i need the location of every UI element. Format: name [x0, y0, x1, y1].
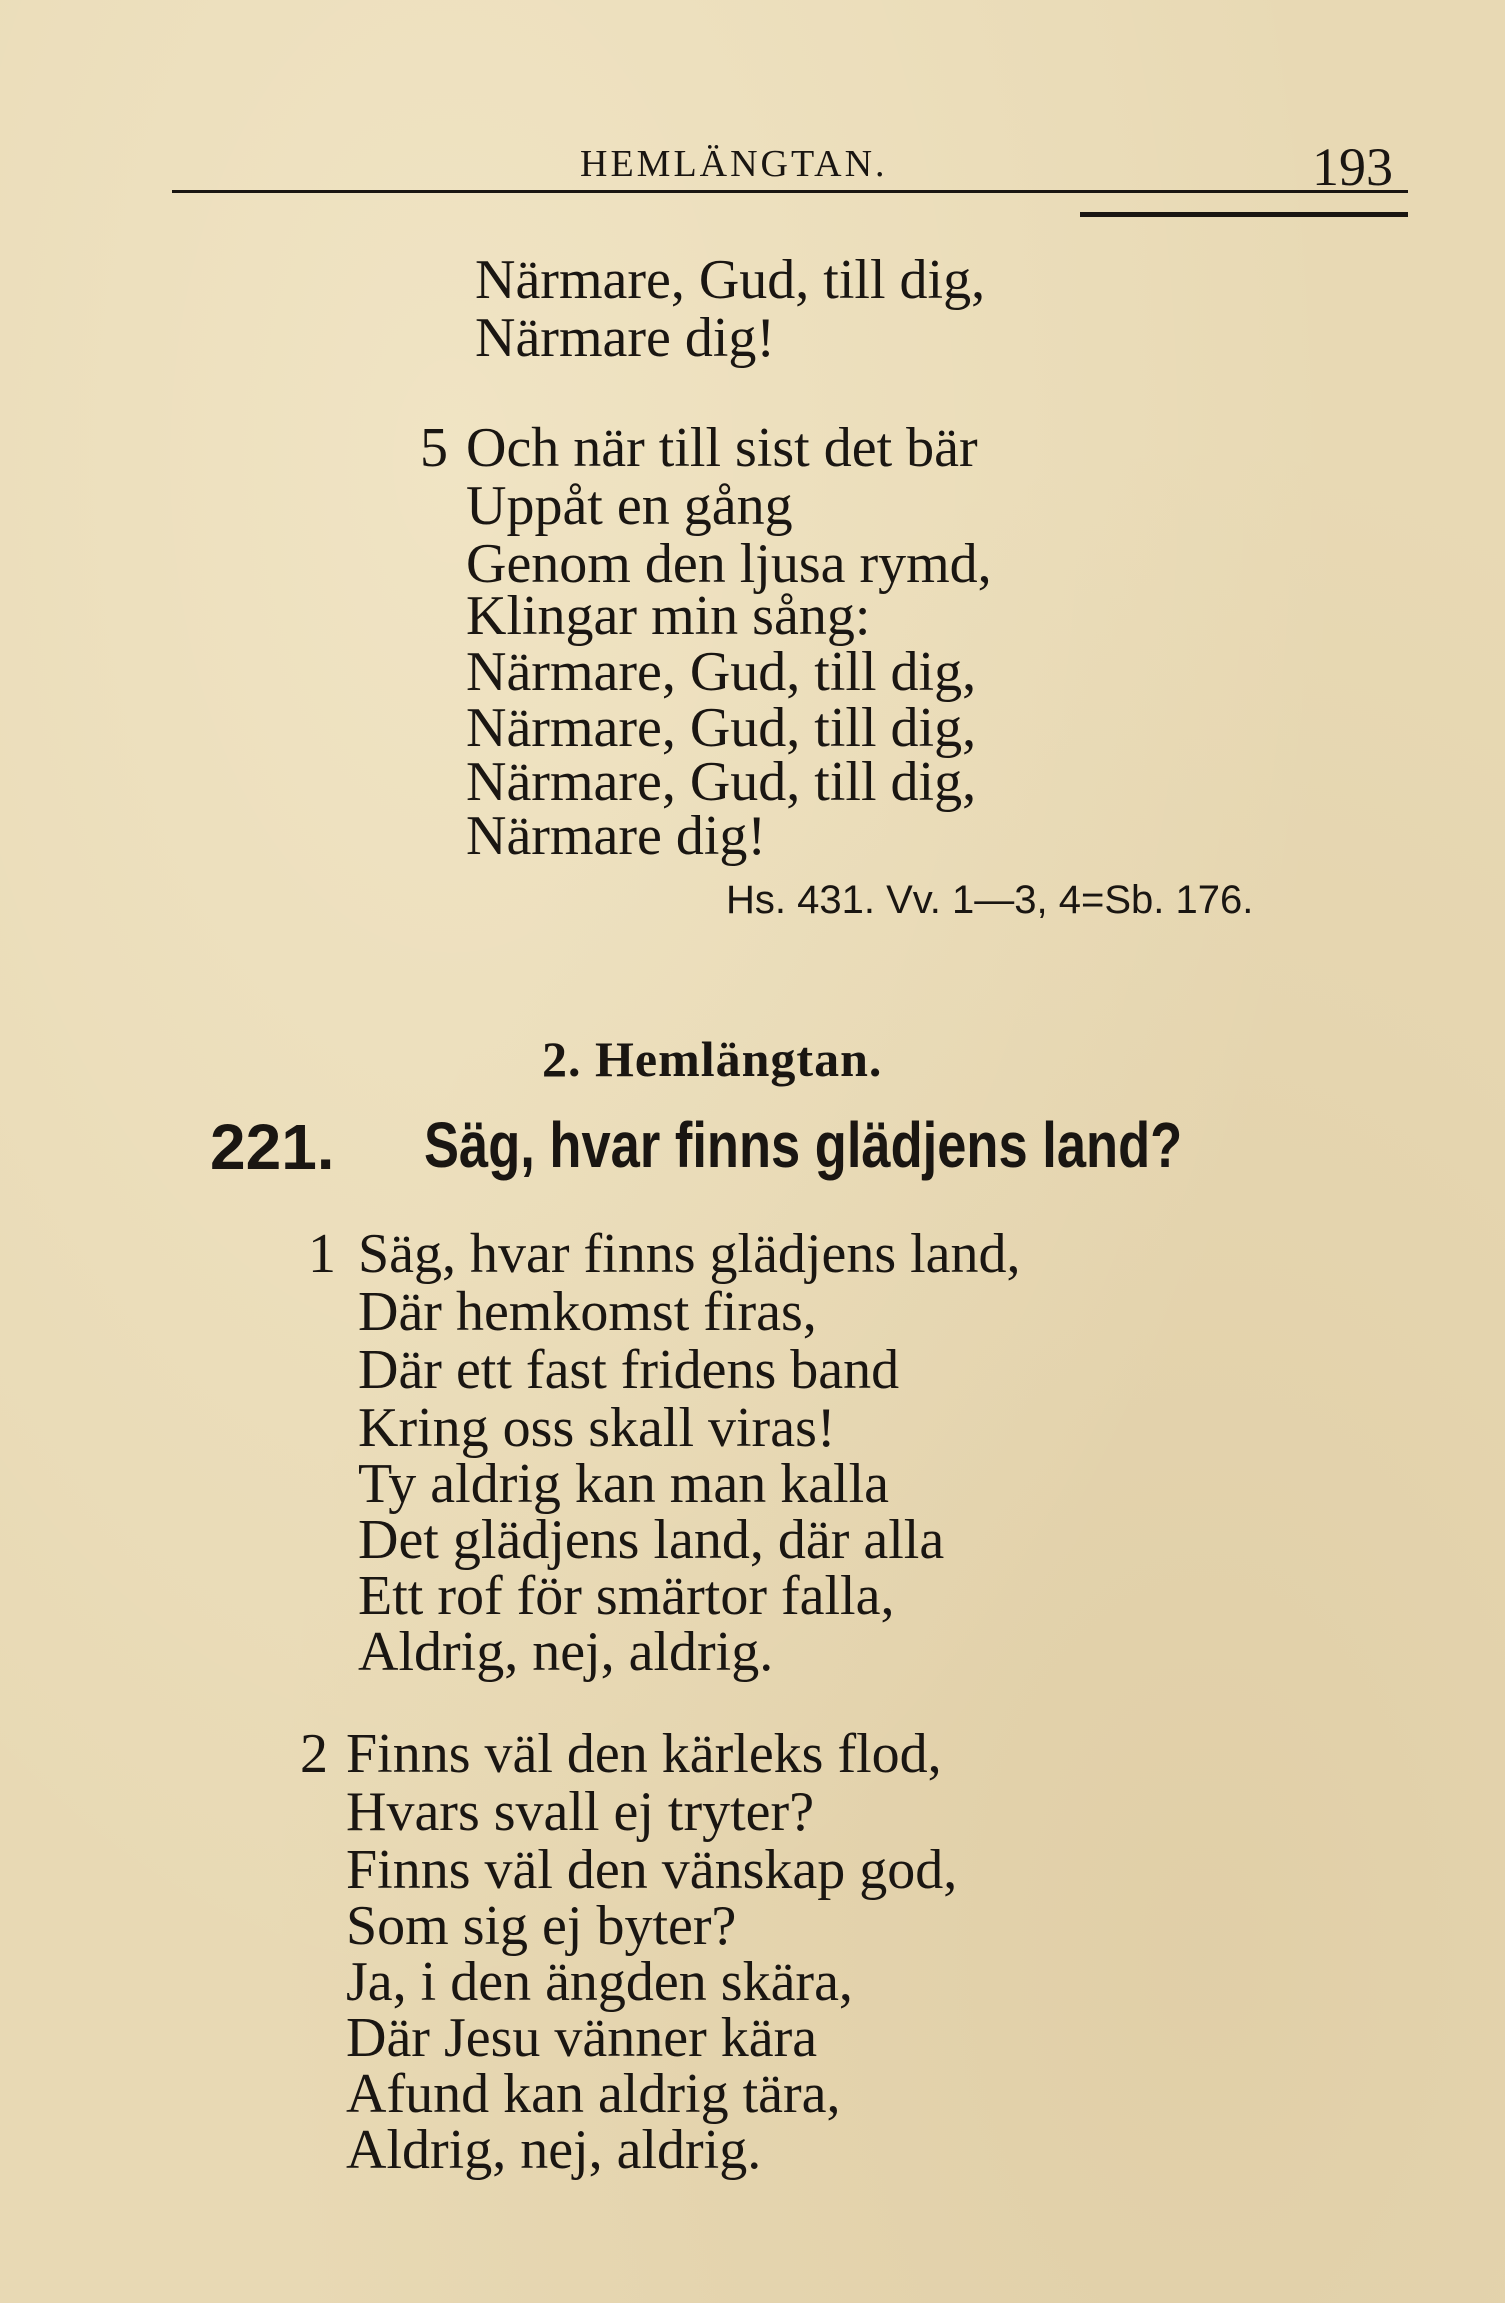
- verse-line: Närmare dig!: [466, 805, 767, 867]
- header-rule-thick: [1080, 212, 1408, 217]
- page-number: 193: [1312, 137, 1393, 197]
- previous-verse-line: Närmare dig!: [475, 307, 776, 369]
- verse-line: Genom den ljusa rymd,: [466, 533, 992, 595]
- verse-line: Närmare, Gud, till dig,: [466, 697, 977, 759]
- verse-line: Närmare, Gud, till dig,: [466, 751, 977, 813]
- section-heading: 2. Hemlängtan.: [542, 1031, 883, 1087]
- verse-line: Ty aldrig kan man kalla: [358, 1453, 890, 1515]
- hymn-title: Säg, hvar finns glädjens land?: [424, 1109, 1183, 1181]
- previous-verse-line: Närmare, Gud, till dig,: [475, 249, 986, 311]
- verse-line: Ett rof för smärtor falla,: [358, 1565, 895, 1627]
- verse-line: Finns väl den vänskap god,: [346, 1839, 958, 1901]
- verse-number: 5: [420, 417, 448, 479]
- verse-line: Och när till sist det bär: [466, 417, 978, 479]
- hymn-reference: Hs. 431. Vv. 1—3, 4=Sb. 176.: [726, 878, 1254, 922]
- verse-number: 1: [308, 1223, 336, 1285]
- verse-line: Ja, i den ängden skära,: [346, 1951, 853, 2013]
- verse-line: Hvars svall ej tryter?: [346, 1781, 815, 1843]
- verse-line: Närmare, Gud, till dig,: [466, 641, 977, 703]
- verse-line: Där hemkomst firas,: [358, 1281, 817, 1343]
- hymn-number: 221.: [210, 1111, 335, 1183]
- running-header-title: HEMLÄNGTAN.: [580, 143, 888, 185]
- verse-line: Klingar min sång:: [466, 585, 871, 647]
- verse-line: Uppåt en gång: [466, 475, 793, 537]
- verse-line: Afund kan aldrig tära,: [346, 2063, 841, 2125]
- verse-line: Säg, hvar finns glädjens land,: [358, 1223, 1021, 1285]
- verse-line: Som sig ej byter?: [346, 1895, 737, 1957]
- verse-number: 2: [300, 1723, 328, 1785]
- verse-line: Aldrig, nej, aldrig.: [358, 1621, 774, 1683]
- verse-line: Aldrig, nej, aldrig.: [346, 2119, 762, 2181]
- verse-line: Kring oss skall viras!: [358, 1397, 836, 1459]
- verse-line: Där ett fast fridens band: [358, 1339, 900, 1401]
- verse-line: Finns väl den kärleks flod,: [346, 1723, 942, 1785]
- verse-line: Där Jesu vänner kära: [346, 2007, 818, 2069]
- verse-line: Det glädjens land, där alla: [358, 1509, 945, 1571]
- header-rule: [172, 190, 1408, 193]
